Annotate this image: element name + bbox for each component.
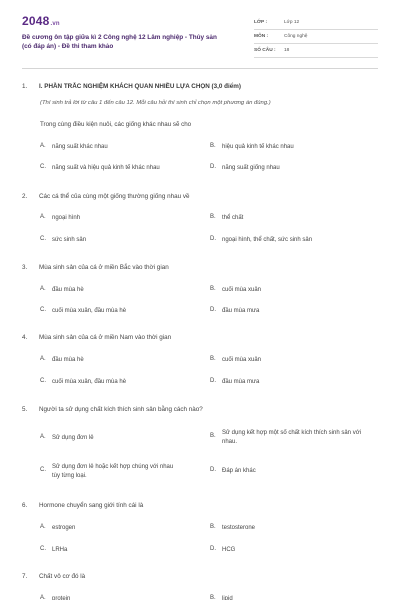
option-b[interactable]	[210, 214, 362, 223]
option-c[interactable]	[40, 307, 192, 316]
option-letter: A.	[40, 214, 46, 220]
option-c[interactable]	[40, 236, 192, 245]
option-text: năng suất khác nhau	[52, 144, 108, 150]
option-letter: C.	[40, 546, 46, 552]
option-d[interactable]	[210, 378, 362, 387]
option-text: Sử dụng đơn lẻ	[52, 435, 94, 441]
question-4	[22, 334, 378, 394]
question-text: Trong cùng điều kiện nuôi, các giống khác nhau sẽ cho	[40, 121, 192, 128]
question-number: 4.	[22, 334, 28, 341]
option-letter: A.	[40, 143, 46, 149]
option-b[interactable]	[210, 595, 362, 600]
option-text: ngoại hình, thể chất, sức sinh sản	[222, 237, 313, 243]
question-6	[22, 502, 378, 562]
option-d[interactable]	[210, 236, 382, 245]
option-letter: D.	[210, 546, 216, 552]
option-text: Đáp án khác	[222, 468, 256, 474]
meta-key: MÔN :	[254, 34, 269, 39]
option-text: protein	[52, 596, 71, 600]
option-c[interactable]	[40, 378, 192, 387]
question-text: Chất vô cơ đó là	[39, 573, 86, 580]
option-text: HCG	[222, 547, 236, 553]
header-divider	[22, 68, 378, 69]
option-text: đầu mùa mưa	[222, 308, 260, 314]
document-header	[0, 0, 400, 66]
option-letter: D.	[210, 378, 216, 384]
section-instruction: (Thí sinh trả lời từ câu 1 đến câu 12. Mỗi câu hỏi thí sinh chỉ chọn một phương án đúng.)	[40, 100, 271, 106]
meta-key: SỐ CÂU :	[254, 48, 276, 53]
option-letter: C.	[40, 467, 46, 473]
document-title: Đề cương ôn tập giữa kì 2 Công nghệ 12 Lâm nghiệp - Thủy sản (có đáp án) - Đề thi tham khảo	[22, 34, 217, 50]
meta-value: 18	[284, 48, 290, 53]
option-b[interactable]	[210, 429, 362, 447]
option-a[interactable]	[40, 143, 192, 152]
option-a[interactable]	[40, 524, 192, 533]
option-b[interactable]	[210, 143, 362, 152]
option-b[interactable]	[210, 356, 362, 365]
option-letter: A.	[40, 524, 46, 530]
meta-value: Công nghệ	[284, 34, 308, 39]
option-letter: A.	[40, 286, 46, 292]
option-text: estrogen	[52, 525, 76, 531]
option-b[interactable]	[210, 286, 362, 295]
question-text: Hormone chuyển sang giới tính cái là	[39, 502, 144, 509]
question-text: Các cá thể của cùng một giống thường giống nhau về	[39, 193, 190, 200]
option-c[interactable]	[40, 546, 192, 555]
option-a[interactable]	[40, 434, 192, 443]
question-number: 5.	[22, 406, 28, 413]
option-letter: A.	[40, 434, 46, 440]
question-2	[22, 193, 378, 253]
meta-row-subject	[254, 30, 378, 44]
option-text: sức sinh sản	[52, 237, 87, 243]
option-text: Sử dụng kết hợp một số chất kích thích sinh sản với nhau.	[222, 430, 361, 445]
option-letter: D.	[210, 467, 216, 473]
option-letter: C.	[40, 307, 46, 313]
meta-value: Lớp 12	[284, 20, 300, 25]
meta-row-class	[254, 16, 378, 30]
section-title: I. PHẦN TRẮC NGHIỆM KHÁCH QUAN NHIỀU LỰA CHỌN (3,0 điểm)	[39, 83, 241, 90]
site-logo[interactable]	[22, 14, 60, 28]
option-letter: C.	[40, 164, 46, 170]
option-letter: C.	[40, 236, 46, 242]
option-text: đầu mùa hè	[52, 287, 84, 293]
option-text: lipid	[222, 596, 233, 600]
question-number: 1.	[22, 83, 28, 90]
question-text: Mùa sinh sản của cá ở miền Nam vào thời gian	[39, 334, 172, 341]
option-d[interactable]	[210, 307, 362, 316]
option-text: năng suất và hiệu quả kinh tế khác nhau	[52, 165, 160, 171]
option-letter: B.	[210, 214, 216, 220]
option-d[interactable]	[210, 546, 362, 555]
option-text: năng suất giống nhau	[222, 165, 280, 171]
option-text: ngoại hình	[52, 215, 81, 221]
option-text: thể chất	[222, 215, 244, 221]
option-text: cuối mùa xuân, đầu mùa hè	[52, 379, 127, 385]
option-text: Sử dụng đơn lẻ hoặc kết hợp chúng với nhau tùy từng loại.	[52, 464, 174, 479]
question-number: 2.	[22, 193, 28, 200]
option-c[interactable]	[40, 164, 192, 173]
option-d[interactable]	[210, 164, 362, 173]
option-b[interactable]	[210, 524, 362, 533]
option-a[interactable]	[40, 356, 192, 365]
option-letter: A.	[40, 356, 46, 362]
logo-text: 2048	[22, 14, 50, 28]
option-text: LRHa	[52, 547, 68, 553]
meta-row-count	[254, 44, 378, 58]
option-letter: B.	[210, 524, 216, 530]
question-text: Người ta sử dụng chất kích thích sinh sản bằng cách nào?	[39, 406, 203, 413]
question-number: 6.	[22, 502, 28, 509]
question-1	[22, 80, 378, 180]
option-text: cuối mùa xuân	[222, 287, 262, 293]
option-text: đầu mùa mưa	[222, 379, 260, 385]
logo-suffix: .vn	[50, 21, 60, 27]
question-number: 7.	[22, 573, 28, 580]
option-text: testosterone	[222, 525, 256, 531]
question-5	[22, 406, 378, 486]
question-text: Mùa sinh sản của cá ở miền Bắc vào thời gian	[39, 264, 169, 271]
question-number: 3.	[22, 264, 28, 271]
option-c[interactable]	[40, 463, 182, 481]
option-letter: B.	[210, 356, 216, 362]
option-letter: A.	[40, 595, 46, 600]
option-a[interactable]	[40, 595, 192, 600]
option-letter: B.	[210, 433, 216, 439]
option-letter: B.	[210, 595, 216, 600]
option-letter: B.	[210, 143, 216, 149]
option-letter: C.	[40, 378, 46, 384]
option-a[interactable]	[40, 286, 192, 295]
option-a[interactable]	[40, 214, 192, 223]
option-letter: B.	[210, 286, 216, 292]
question-7	[22, 573, 378, 600]
option-letter: D.	[210, 164, 216, 170]
option-letter: D.	[210, 307, 216, 313]
option-text: đầu mùa hè	[52, 357, 84, 363]
question-3	[22, 264, 378, 324]
option-d[interactable]	[210, 467, 362, 476]
option-text: hiệu quả kinh tế khác nhau	[222, 144, 294, 150]
option-letter: D.	[210, 236, 216, 242]
meta-table	[254, 16, 378, 58]
meta-key: LỚP :	[254, 20, 268, 25]
option-text: cuối mùa xuân, đầu mùa hè	[52, 308, 127, 314]
option-text: cuối mùa xuân	[222, 357, 262, 363]
